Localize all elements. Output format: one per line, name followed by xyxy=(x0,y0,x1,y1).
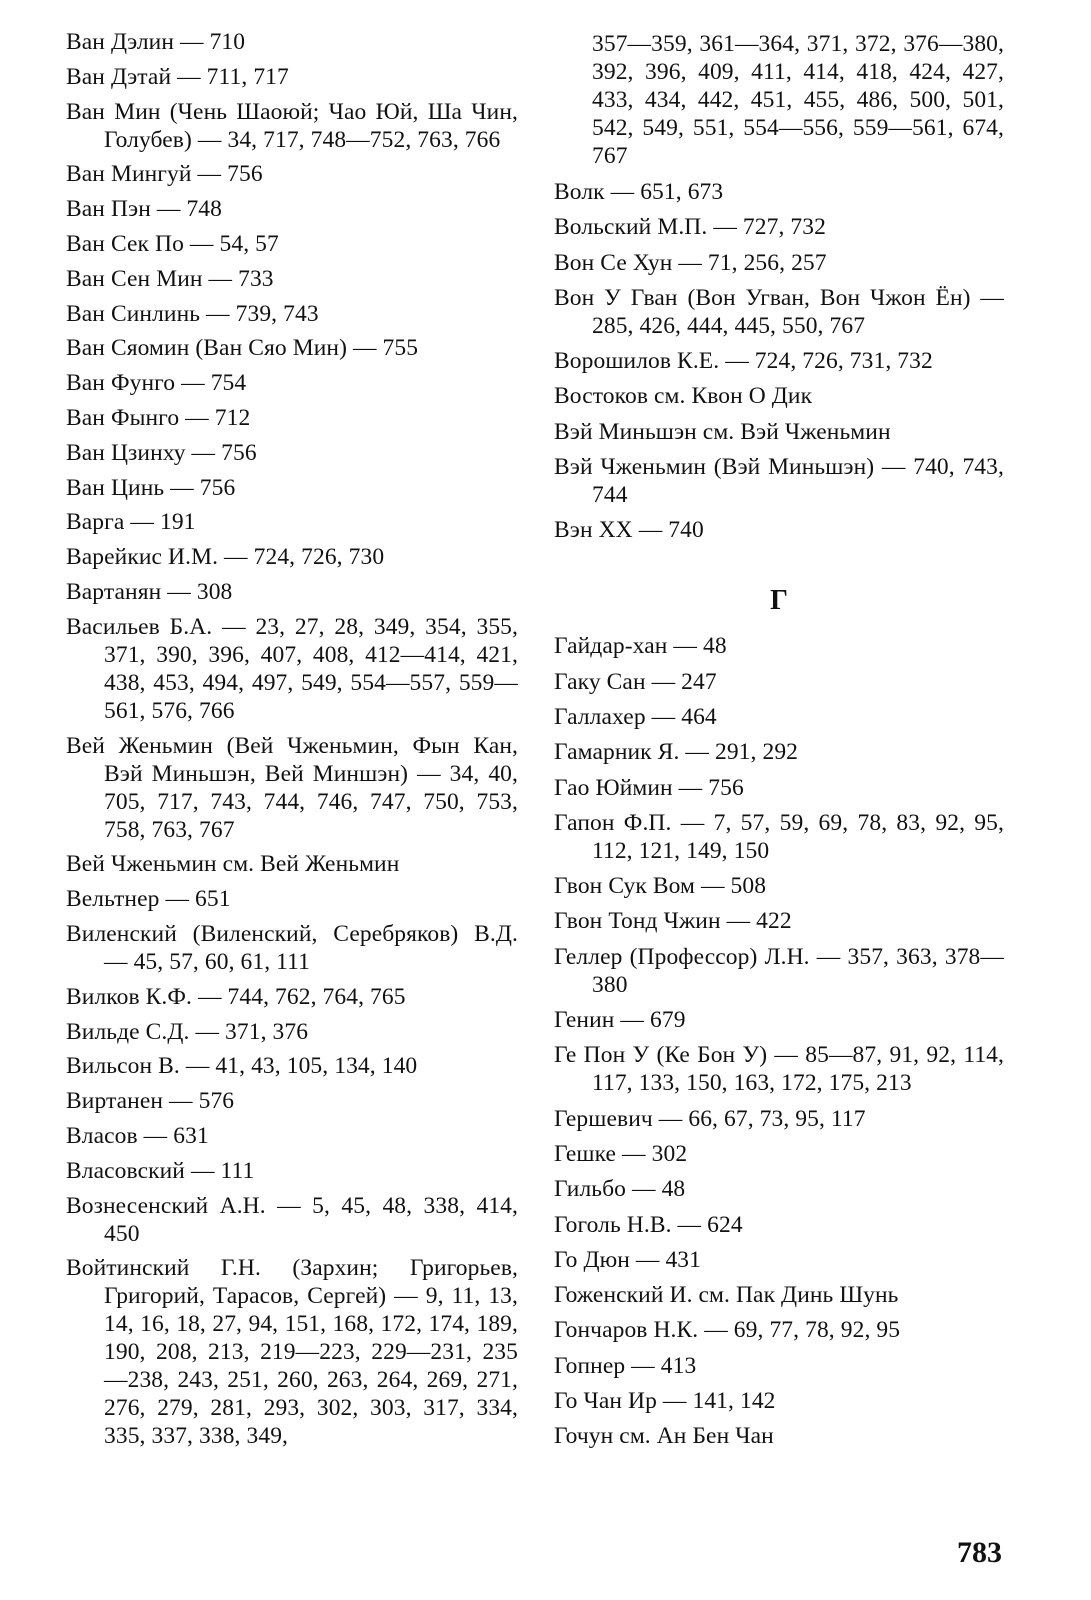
index-entry: Варейкис И.М. — 724, 726, 730 xyxy=(66,544,385,571)
index-entry: Ван Фунго — 754 xyxy=(66,370,247,397)
index-entry: Вон У Гван (Вон Угван, Вон Чжон Ён) — 285, 426, 444, 445, 550, 767 xyxy=(554,284,1004,339)
index-entry: Вей Чженьмин см. Вей Женьмин xyxy=(66,851,400,878)
index-entry: Гао Юймин — 756 xyxy=(554,774,744,801)
index-entry: Ван Сяомин (Ван Сяо Мин) — 755 xyxy=(66,335,419,362)
section-letter-heading: Г xyxy=(770,585,788,617)
index-entry: Вей Женьмин (Вей Чженьмин, Фын Кан, Вэй Миньшэн, Вей Миншэн) — 34, 40, 705, 717, 743, 744, 746, 747, 750, 753, 758, 763, 767 xyxy=(66,732,518,843)
index-entry: Ван Мингуй — 756 xyxy=(66,161,263,188)
index-entry: Войтинский Г.Н. (Зархин; Григорьев, Григорий, Тарасов, Сергей) — 9, 11, 13, 14, 16, 18, 27, 94, 151, 168, 172, 174, 189, 190, 208, 213, 219—223, 229—231, 235—238, 243, 251, 260, 263, 264, 269, 271, 276, 279, 281, 293, 302, 303, 317, 334, 335, 337, 338, 349, xyxy=(66,1255,518,1450)
index-entry: Ван Цзинху — 756 xyxy=(66,439,257,466)
index-entry: Вознесенский А.Н. — 5, 45, 48, 338, 414, 450 xyxy=(66,1192,518,1247)
index-entry: Востоков см. Квон О Дик xyxy=(554,383,813,410)
index-entry: Вэй Миньшэн см. Вэй Чженьмин xyxy=(554,418,891,445)
index-entry: Ван Синлинь — 739, 743 xyxy=(66,300,319,327)
index-entry: Волк — 651, 673 xyxy=(554,179,724,205)
index-entry: Варга — 191 xyxy=(66,509,196,536)
index-entry: Ван Мин (Чень Шаоюй; Чао Юй, Ша Чин, Голубев) — 34, 717, 748—752, 763, 766 xyxy=(66,98,518,153)
index-entry: Вильсон В. — 41, 43, 105, 134, 140 xyxy=(66,1053,418,1080)
index-entry: Виртанен — 576 xyxy=(66,1088,235,1115)
index-entry: Гоженский И. см. Пак Динь Шунь xyxy=(554,1282,899,1309)
index-entry: Вэй Чженьмин (Вэй Миньшэн) — 740, 743, 744 xyxy=(554,454,1004,509)
index-entry: Гвон Тонд Чжин — 422 xyxy=(554,908,792,935)
index-entry: Геллер (Профессор) Л.Н. — 357, 363, 378—380 xyxy=(554,943,1004,998)
index-entry: Галлахер — 464 xyxy=(554,703,717,730)
index-entry: Гайдар-хан — 48 xyxy=(554,633,727,660)
index-entry: Вельтнер — 651 xyxy=(66,886,231,913)
index-entry: Вон Се Хун — 71, 256, 257 xyxy=(554,249,827,276)
index-entry: Ге Пон У (Ке Бон У) — 85—87, 91, 92, 114, 117, 133, 150, 163, 172, 175, 213 xyxy=(554,1042,1004,1097)
index-entry: Гончаров Н.К. — 69, 77, 78, 92, 95 xyxy=(554,1317,901,1344)
index-entry: Ван Сен Мин — 733 xyxy=(66,265,274,292)
index-entry: Гаку Сан — 247 xyxy=(554,668,717,695)
index-entry: Ван Дэтай — 711, 717 xyxy=(66,63,289,90)
index-entry: Генин — 679 xyxy=(554,1007,686,1034)
index-entry: Гершевич — 66, 67, 73, 95, 117 xyxy=(554,1105,866,1132)
right-column xyxy=(554,30,1004,1458)
index-entry: Вильде С.Д. — 371, 376 xyxy=(66,1018,309,1045)
index-entry: Гочун см. Ан Бен Чан xyxy=(554,1423,774,1450)
index-entry: Ворошилов К.Е. — 724, 726, 731, 732 xyxy=(554,348,933,375)
index-entry: Гопнер — 413 xyxy=(554,1352,697,1379)
index-entry: Ван Дэлин — 710 xyxy=(66,29,246,55)
index-entry: Гильбо — 48 xyxy=(554,1176,686,1203)
index-entry: Гвон Сук Вом — 508 xyxy=(554,873,767,900)
index-entry: Ван Сек По — 54, 57 xyxy=(66,230,279,257)
index-entry: Го Дюн — 431 xyxy=(554,1246,702,1273)
index-entry: Ван Пэн — 748 xyxy=(66,196,222,223)
index-entry: Вартанян — 308 xyxy=(66,578,233,605)
index-entry-continuation: 357—359, 361—364, 371, 372, 376—380, 392, 396, 409, 411, 414, 418, 424, 427, 433, 434, 442, 451, 455, 486, 500, 501, 542, 549, 551, 554—556, 559—561, 674, 767 xyxy=(592,31,1004,169)
index-entry: Го Чан Ир — 141, 142 xyxy=(554,1388,776,1415)
index-entry: Виленский (Виленский, Серебряков) В.Д. — 45, 57, 60, 61, 111 xyxy=(66,920,518,975)
left-column xyxy=(66,28,518,1457)
index-entry: Васильев Б.А. — 23, 27, 28, 349, 354, 355, 371, 390, 396, 407, 408, 412—414, 421, 438, 453, 494, 497, 549, 554—557, 559—561, 576, 766 xyxy=(66,613,518,724)
index-entry: Вэн XX — 740 xyxy=(554,517,704,544)
index-entry: Власов — 631 xyxy=(66,1122,209,1149)
index-entry: Вольский М.П. — 727, 732 xyxy=(554,214,826,241)
index-entry: Ван Фынго — 712 xyxy=(66,404,251,431)
index-entry: Гоголь Н.В. — 624 xyxy=(554,1211,743,1238)
index-entry: Гапон Ф.П. — 7, 57, 59, 69, 78, 83, 92, 95, 112, 121, 149, 150 xyxy=(554,809,1004,864)
page-number: 783 xyxy=(957,1536,1002,1569)
index-entry: Вилков К.Ф. — 744, 762, 764, 765 xyxy=(66,983,406,1010)
index-entry: Гешке — 302 xyxy=(554,1140,688,1167)
index-entry: Гамарник Я. — 291, 292 xyxy=(554,739,799,766)
index-entry: Власовский — 111 xyxy=(66,1157,255,1184)
index-entry: Ван Цинь — 756 xyxy=(66,474,236,501)
